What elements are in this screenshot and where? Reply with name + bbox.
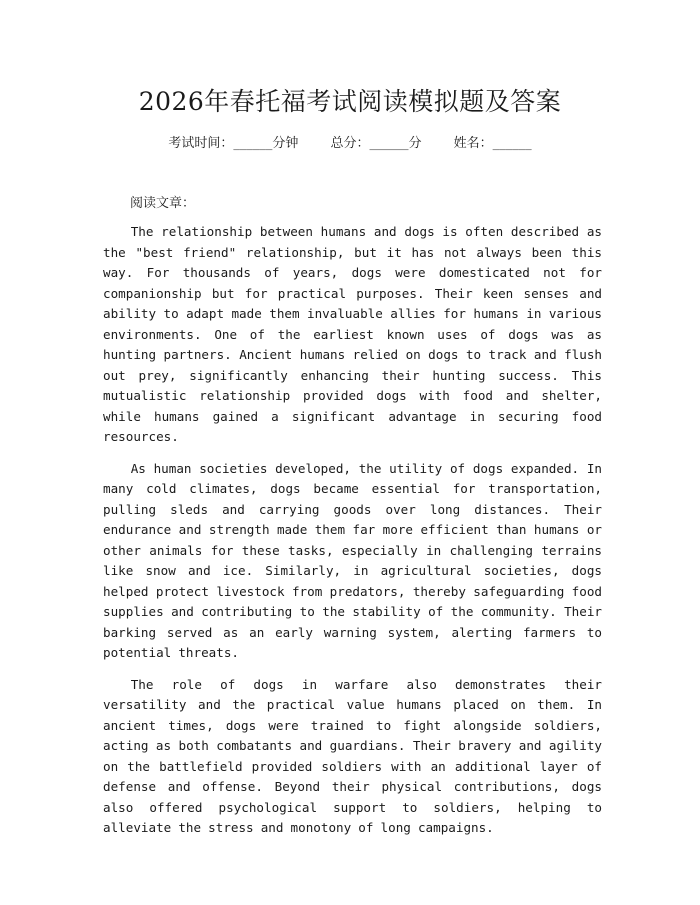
- passage-paragraph-2: As human societies developed, the utility of dogs expanded. In many cold climates, dogs became essential for transportation, pulling sleds and carrying goods over long distances. Their endurance and strength made them far more efficient than humans or other animals for these tasks, especially in challenging terrains like snow and ice. Similarly, in agricultural societies, dogs helped protect livestock from predators, thereby safeguarding food supplies and contributing to the stability of the community. Their barking served as an early warning system, alerting farmers to potential threats.: [103, 460, 602, 660]
- exam-time-field: 考试时间：______分钟: [168, 136, 299, 151]
- name-field: 姓名：______: [453, 136, 532, 151]
- exam-meta-line: [0, 132, 700, 151]
- reading-section-label: 阅读文章：: [130, 196, 196, 211]
- document-title: 2026年春托福考试阅读模拟题及答案: [138, 87, 562, 116]
- passage-paragraph-1: The relationship between humans and dogs is often described as the "best friend" relationship, but it has not always been this way. For thousands of years, dogs were domesticated not for companionship but for practical purposes. Their keen senses and ability to adapt made them invaluable allies for humans in various environments. One of the earliest known uses of dogs was as hunting partners. Ancient humans relied on dogs to track and flush out prey, significantly enhancing their hunting success. This mutualistic relationship provided dogs with food and shelter, while humans gained a significant advantage in securing food resources.: [103, 224, 602, 444]
- reading-passage: [103, 222, 602, 850]
- total-score-field: 总分：______分: [330, 136, 422, 151]
- passage-paragraph-3: The role of dogs in warfare also demonstrates their versatility and the practical value humans placed on them. In ancient times, dogs were trained to fight alongside soldiers, acting as both combatants and guardians. Their bravery and agility on the battlefield provided soldiers with an additional layer of defense and offense. Beyond their physical contributions, dogs also offered psychological support to soldiers, helping to alleviate the stress and monotony of long campaigns.: [103, 676, 602, 835]
